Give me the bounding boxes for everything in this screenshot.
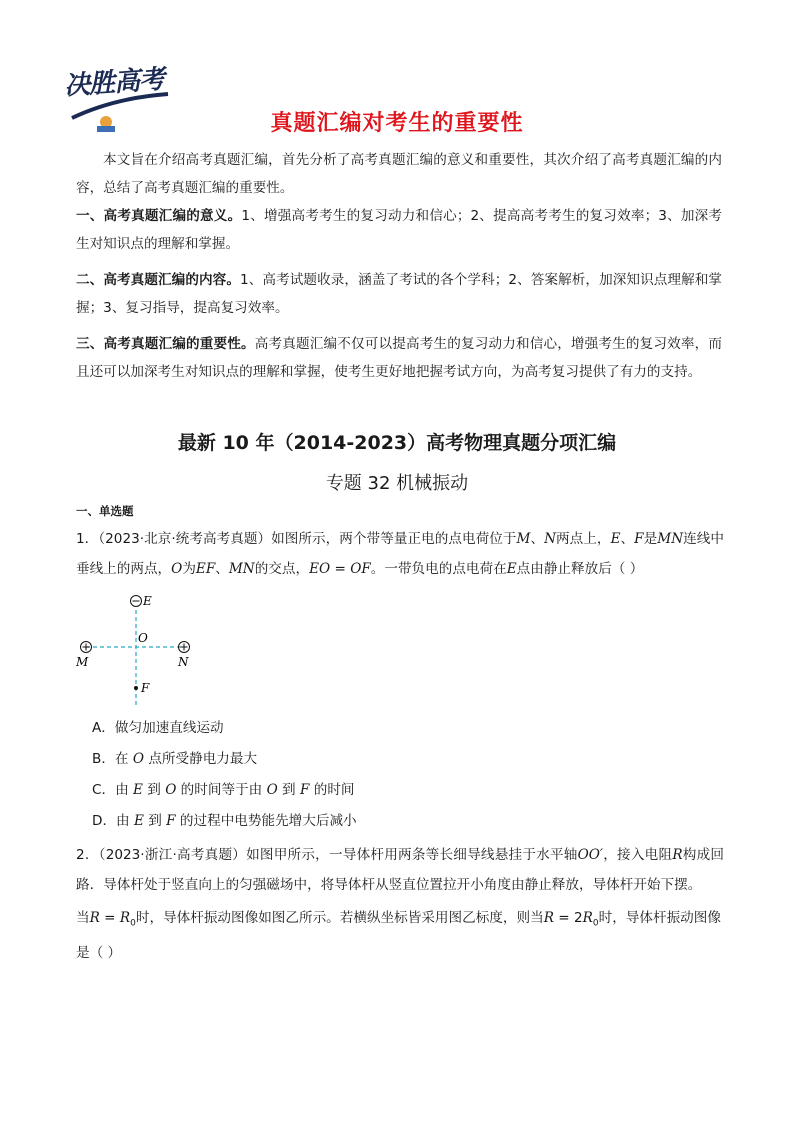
question-2: 2．（2023·浙江·高考真题）如图甲所示，一导体杆用两条等长细导线悬挂于水平轴OO′，接入电阻R构成回路．导体杆处于竖直向上的匀强磁场中，将导体杆从竖直位置拉开小角度由静止释放，导体杆开始下摆。 [76, 847, 725, 893]
q2-line2: 路．导体杆处于竖直向上的匀强磁场中，将导体杆从竖直位置拉开小角度由静止释放，导体杆开始下摆。 [76, 877, 702, 893]
q2-line3c: 时，导体杆振动图像 [598, 910, 721, 926]
section-2-head: 二、高考真题汇编的内容。 [76, 272, 241, 288]
label-F: F [141, 681, 150, 695]
section-3-head: 三、高考真题汇编的重要性。 [76, 336, 255, 352]
option-b[interactable]: B．在 O 点所受静电力最大 [92, 751, 258, 767]
section-3-body: 高考真题汇编不仅可以提高考生的复习动力和信心，增强考生的复习效率，而且还可以加深考生对知识点的理解和掌握，使考生更好地把握考试方向，为高考复习提供了有力的支持。 [76, 336, 723, 380]
label-O: O [138, 631, 148, 645]
subtitle: 最新 10 年（2014-2023）高考物理真题分项汇编 [177, 432, 617, 454]
option-c-text: C．由 [92, 782, 129, 798]
question-2-end: 是（ ） [76, 945, 122, 961]
label-E: E [143, 594, 152, 608]
charge-figure [72, 590, 202, 710]
topic-title: 专题 32 机械振动 [325, 473, 469, 494]
option-b-text: B．在 [92, 751, 129, 767]
intro-paragraph: 本文旨在介绍高考真题汇编，首先分析了高考真题汇编的意义和重要性，其次介绍了高考真题汇编的内容，总结了高考真题汇编的重要性。 [76, 152, 722, 196]
section-2 [76, 266, 722, 322]
q1-tail4: 。一带负电的点电荷在 [370, 561, 507, 577]
option-d-text: D．由 [92, 813, 130, 829]
section-3 [76, 330, 722, 386]
section-1 [76, 202, 722, 258]
q2-line1: 2．（2023·浙江·高考真题）如图甲所示，一导体杆用两条等长细导线悬挂于水平轴 [76, 847, 578, 863]
question-1: 1．（2023·北京·统考高考真题）如图所示，两个带等量正电的点电荷位于M、N两点上，E、F是MN连线中垂线上的两点，O为EF、MN的交点，EO = OF。一带负电的点电荷在E点由静止释放后（ ） [76, 531, 725, 577]
question-2-cont: 当$R = R_0$时，导体杆振动图像如图乙所示。若横纵坐标皆采用图乙标度，则当$R = 2R_0$时，导体杆振动图像 [76, 910, 721, 929]
page-title: 真题汇编对考生的重要性 [270, 111, 524, 136]
section-1-body: 1、增强高考考生的复习动力和信心；2、提高高考考生的复习效率；3、加深考生对知识点的理解和掌握。 [76, 208, 723, 252]
logo-text: 决胜高考 [63, 64, 166, 102]
section-label: 一、单选题 [76, 504, 134, 518]
q1-tail3: 的交点， [254, 561, 310, 577]
section-1-head: 一、高考真题汇编的意义。 [76, 208, 242, 224]
q1-tail5: 点由静止释放后（ ） [516, 561, 644, 577]
option-a[interactable]: A．做匀加速直线运动 [92, 720, 224, 736]
q2-line1c: 构成回 [682, 847, 725, 863]
option-b-tail: 点所受静电力最大 [144, 751, 258, 767]
q1-tail: 中垂线上的两点， [76, 531, 725, 577]
section-2-body: 1、高考试题收录，涵盖了考试的各个学科；2、答案解析，加深知识点理解和掌握；3、复习指导，提高复习效率。 [76, 272, 723, 316]
q2-line3a: 当 [76, 910, 90, 926]
label-N: N [178, 655, 189, 669]
option-d[interactable]: D．由 E 到 F 的过程中电势能先增大后减小 [92, 813, 357, 829]
q2-line3b: 时，导体杆振动图像如图乙所示。若横纵坐标皆采用图乙标度，则当 [135, 910, 544, 926]
option-c[interactable]: C．由 E 到 O 的时间等于由 O 到 F 的时间 [92, 782, 355, 798]
label-M: M [76, 655, 89, 669]
q2-line1b: ，接入电阻 [603, 847, 673, 863]
q1-tail2: 为 [182, 561, 196, 577]
q1-source: 1．（2023·北京·统考高考真题）如图所示，两个带等量正电的点电荷位于 [76, 531, 517, 547]
